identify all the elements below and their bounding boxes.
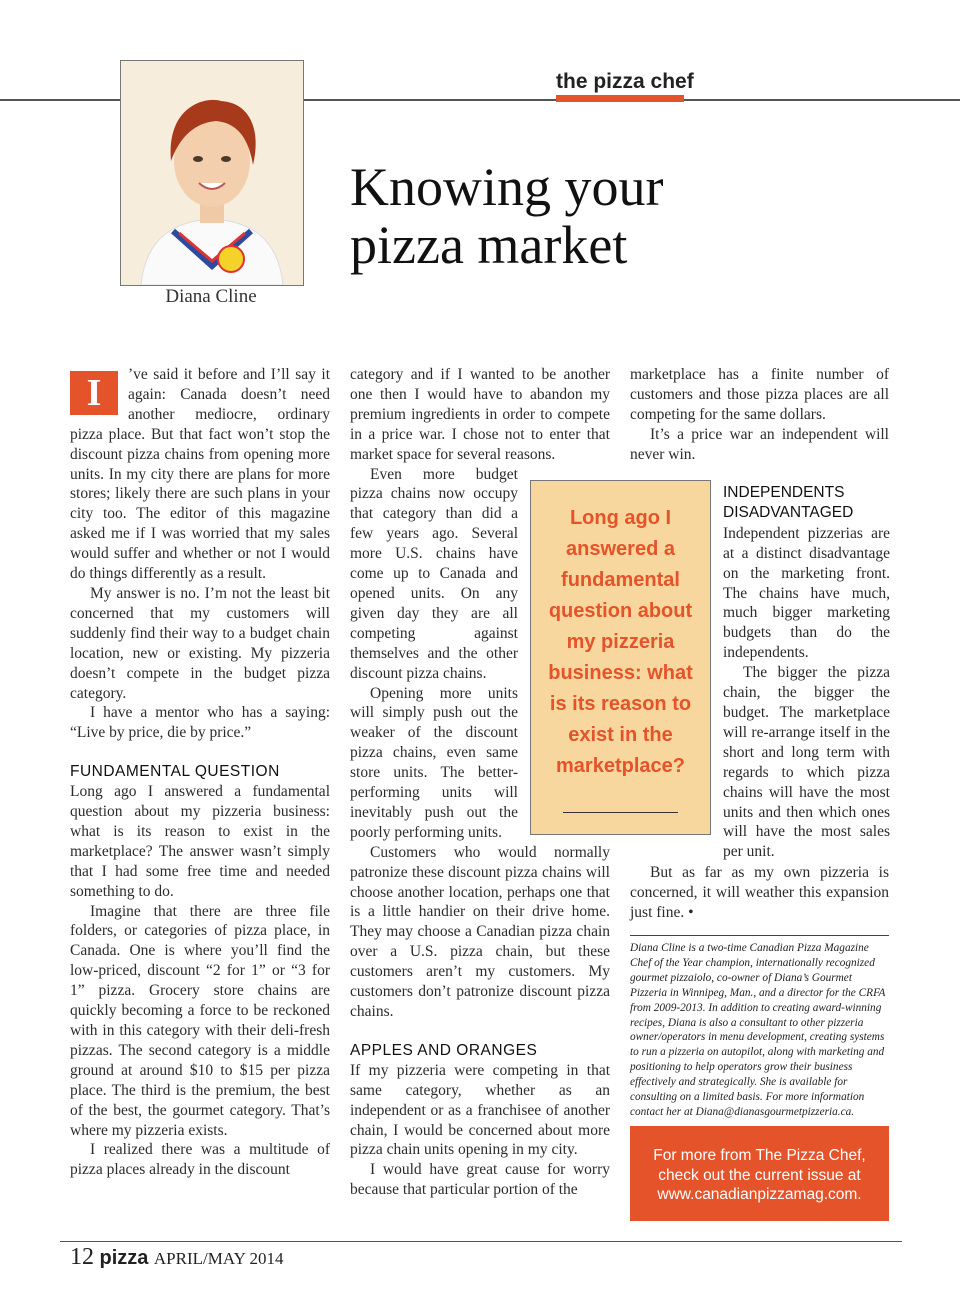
paragraph: But as far as my own pizzeria is concerned, it will weather this expansion just fine. •: [630, 864, 889, 921]
section-label: the pizza chef: [556, 70, 694, 93]
magazine-brand: pizza: [99, 1247, 149, 1269]
author-name: Diana Cline: [165, 286, 257, 307]
promo-box: [630, 1126, 889, 1221]
subheading: APPLES AND ORANGES: [350, 1041, 538, 1059]
pull-quote-box: [530, 480, 711, 835]
pull-quote: Long ago I answered a fundamental question about my pizzeria business: what is its reason to exist in the marketplace?: [548, 507, 693, 777]
subheading: INDEPENDENTS DISADVANTAGED: [723, 484, 854, 521]
paragraph: Even more budget pizza chains now occupy that category than did a few years ago. Several more U.S. chains have come up to Canada and opened units. On any given day they are all competing against themselves and the other discount pizza chains.: [350, 465, 518, 682]
paragraph: My answer is no. I’m not the least bit concerned that my customers will suddenly find their way to a budget chain location, new or existing. My pizzeria doesn’t compete in the budget pizza category.: [70, 584, 330, 702]
drop-cap: I: [70, 371, 118, 415]
footer-rule: [60, 1241, 902, 1242]
headline: Knowing your pizza market: [350, 157, 664, 275]
paragraph: Independent pizzerias are at a distinct disadvantage on the marketing front. The chains have much, much bigger marketing budgets than do the independents.: [723, 524, 890, 662]
column-3-closing: [630, 863, 889, 923]
author-portrait-image: [121, 61, 303, 285]
section-accent-bar: [556, 95, 684, 102]
page-number: 12: [70, 1244, 94, 1270]
paragraph: Imagine that there are three file folders, or categories of pizza place, in Canada. One is where you’ll find the low-priced, discount “2 for 1” or “3 for 1” pizza. Grocery store chains are quickly becoming a force to be reckoned with in this category with their deli-fresh pizzas. The second category is a middle ground at around $10 to $15 per pizza place. The third is the premium, the best of the best, the gourmet category. That’s where my pizzeria exists.: [70, 902, 330, 1139]
footer: [70, 1244, 283, 1271]
author-bio: Diana Cline is a two-time Canadian Pizza Magazine Chef of the Year champion, internationally recognized gourmet pizzaiolo, co-owner of Diana’s Gourmet Pizzeria in Winnipeg, Man., and a director for the CRFA from 2009-2013. In addition to creating award-winning recipes, Diana is also a consultant to other pizzeria owner/operators in menu development, creating systems to run a pizzeria on autopilot, along with marketing and positioning to help operators grow their business effectively and strategically. She is available for consulting on a limited basis. For more information contact her at Diana@dianasgourmetpizzeria.ca.: [630, 942, 886, 1118]
author-photo: [120, 60, 304, 286]
paragraph: If my pizzeria were competing in that same category, whether as an independent or as a franchisee of another chain, I would be concerned about more pizza chain units opening in my city.: [350, 1061, 610, 1159]
paragraph: Long ago I answered a fundamental question about my pizzeria business: what is its reason to exist in the marketplace? The answer wasn’t simply that I had some free time and needed something to do.: [70, 783, 330, 900]
paragraph: Customers who would normally patronize these discount pizza chains will choose another location, perhaps one that is a little handier on their drive home. They may choose a Canadian pizza chain over a U.S. pizza chain, but these customers aren’t my customers. My customers don’t patronize discount pizza chains.: [350, 843, 610, 1020]
paragraph: I realized there was a multitude of pizza places already in the discount: [70, 1141, 330, 1179]
promo-line: For more from The Pizza Chef,: [653, 1147, 866, 1164]
bio-rule: [630, 935, 889, 936]
paragraph: ’ve said it before and I’ll say it again: Canada doesn’t need another mediocre, ordinary pizza place. But that fact won’t stop the discount pizza chains from opening more units. In my city there are plans for more stores; likely there are such plans in your city too. The editor of this magazine asked me if I was worried that my sales would suffer and whether or not I would do things differently as a result.: [70, 366, 330, 583]
pull-quote-rule: [563, 812, 678, 813]
paragraph: marketplace has a finite number of customers and those pizza places are all competing for the same dollars.: [630, 366, 889, 423]
issue-date: APRIL/MAY 2014: [153, 1249, 284, 1268]
promo-line: check out the current issue at: [658, 1166, 861, 1184]
column-3: [630, 365, 889, 465]
paragraph: I have a mentor who has a saying: “Live by price, die by price.”: [70, 704, 330, 742]
paragraph: I would have great cause for worry because that particular portion of the: [350, 1161, 610, 1199]
paragraph: Opening more units will simply push out the weaker of the discount pizza chains, even same store units. The better-performing units will inevitably push out the poorly performing units.: [350, 684, 518, 841]
paragraph: It’s a price war an independent will never win.: [630, 425, 889, 463]
column-3-sidebar-text: [723, 483, 890, 862]
subheading: FUNDAMENTAL QUESTION: [70, 763, 280, 781]
column-1: [70, 365, 330, 1180]
paragraph: category and if I wanted to be another one then I would have to abandon my premium ingredients in order to compete in a price war. I chose not to enter that market space for several reasons.: [350, 366, 610, 463]
paragraph: The bigger the pizza chain, the bigger the budget. The marketplace will re-arrange itself in the short and long term with regards to which pizza chains will have the most units and then which ones will have the most sales per unit.: [723, 664, 890, 861]
promo-link[interactable]: www.canadianpizzamag.com.: [657, 1186, 862, 1203]
